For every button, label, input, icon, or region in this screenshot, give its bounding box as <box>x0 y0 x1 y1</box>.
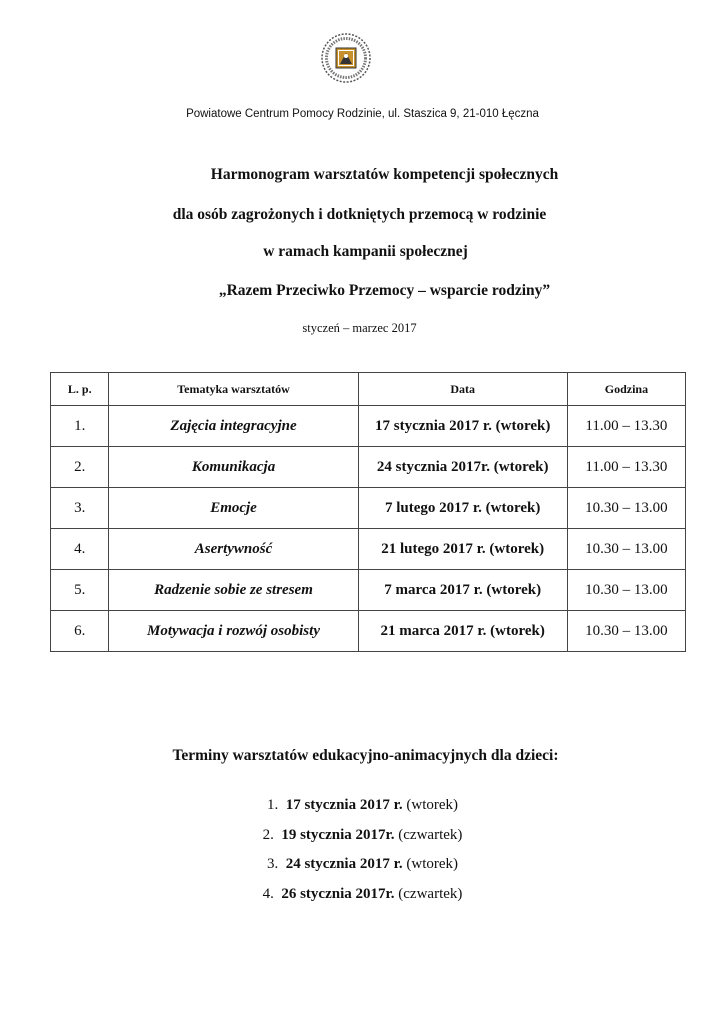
item-date: 24 stycznia 2017 r. <box>285 856 403 872</box>
row-lp: 1. <box>51 406 109 447</box>
table-row <box>51 570 686 611</box>
table-row <box>51 529 686 570</box>
row-topic: Zajęcia integracyjne <box>109 406 358 447</box>
table-row <box>51 447 686 488</box>
row-topic: Motywacja i rozwój osobisty <box>109 611 358 652</box>
row-lp: 5. <box>51 570 109 611</box>
item-number: 1. <box>266 797 279 813</box>
row-topic: Asertywność <box>109 529 358 570</box>
row-date: 7 lutego 2017 r. (wtorek) <box>358 488 567 529</box>
row-hour: 11.00 – 13.30 <box>567 406 685 447</box>
pcpr-seal-icon <box>320 32 372 84</box>
row-hour: 10.30 – 13.00 <box>567 529 685 570</box>
row-hour: 10.30 – 13.00 <box>567 488 685 529</box>
row-date: 24 stycznia 2017r. (wtorek) <box>358 447 567 488</box>
row-lp: 6. <box>51 611 109 652</box>
workshop-schedule-table <box>50 372 686 652</box>
list-item <box>0 795 725 825</box>
list-item <box>0 825 725 855</box>
item-weekday: (wtorek) <box>406 856 459 872</box>
row-lp: 2. <box>51 447 109 488</box>
campaign-name: „Razem Przeciwko Przemocy – wsparcie rodziny” <box>218 282 551 299</box>
item-number: 4. <box>262 885 274 902</box>
row-hour: 10.30 – 13.00 <box>567 611 685 652</box>
header-date: Data <box>358 373 567 406</box>
title-line-1: Harmonogram warsztatów kompetencji społecznych <box>210 166 559 183</box>
row-date: 21 lutego 2017 r. (wtorek) <box>358 529 567 570</box>
row-date: 7 marca 2017 r. (wtorek) <box>358 570 567 611</box>
row-hour: 11.00 – 13.30 <box>567 447 685 488</box>
row-hour: 10.30 – 13.00 <box>567 570 685 611</box>
item-weekday: (wtorek) <box>406 797 459 813</box>
item-date: 26 stycznia 2017r. <box>281 885 395 902</box>
item-weekday: (czwartek) <box>398 885 463 902</box>
table-row <box>51 611 686 652</box>
row-date: 17 stycznia 2017 r. (wtorek) <box>358 406 567 447</box>
row-topic: Komunikacja <box>109 447 358 488</box>
header-hour: Godzina <box>567 373 685 406</box>
row-lp: 3. <box>51 488 109 529</box>
kids-workshops-title: Terminy warsztatów edukacyjno-animacyjnych dla dzieci: <box>172 747 559 764</box>
table-header-row <box>51 373 686 406</box>
institution-address: Powiatowe Centrum Pomocy Rodzinie, ul. Staszica 9, 21-010 Łęczna <box>186 108 539 120</box>
table-row <box>51 488 686 529</box>
item-number: 2. <box>262 826 274 843</box>
title-line-2: dla osób zagrożonych i dotkniętych przemocą w rodzinie <box>172 206 547 223</box>
title-line-3: w ramach kampanii społecznej <box>263 243 468 260</box>
header-lp: L. p. <box>51 373 109 406</box>
table-row <box>51 406 686 447</box>
row-topic: Emocje <box>109 488 358 529</box>
item-number: 3. <box>266 856 279 872</box>
item-weekday: (czwartek) <box>398 826 463 843</box>
list-item <box>0 854 725 884</box>
row-date: 21 marca 2017 r. (wtorek) <box>358 611 567 652</box>
kids-workshops-list <box>0 795 725 913</box>
row-lp: 4. <box>51 529 109 570</box>
item-date: 17 stycznia 2017 r. <box>285 797 403 813</box>
schedule-period: styczeń – marzec 2017 <box>302 321 417 335</box>
item-date: 19 stycznia 2017r. <box>281 826 395 843</box>
list-item <box>0 884 725 914</box>
header-topic: Tematyka warsztatów <box>109 373 358 406</box>
row-topic: Radzenie sobie ze stresem <box>109 570 358 611</box>
